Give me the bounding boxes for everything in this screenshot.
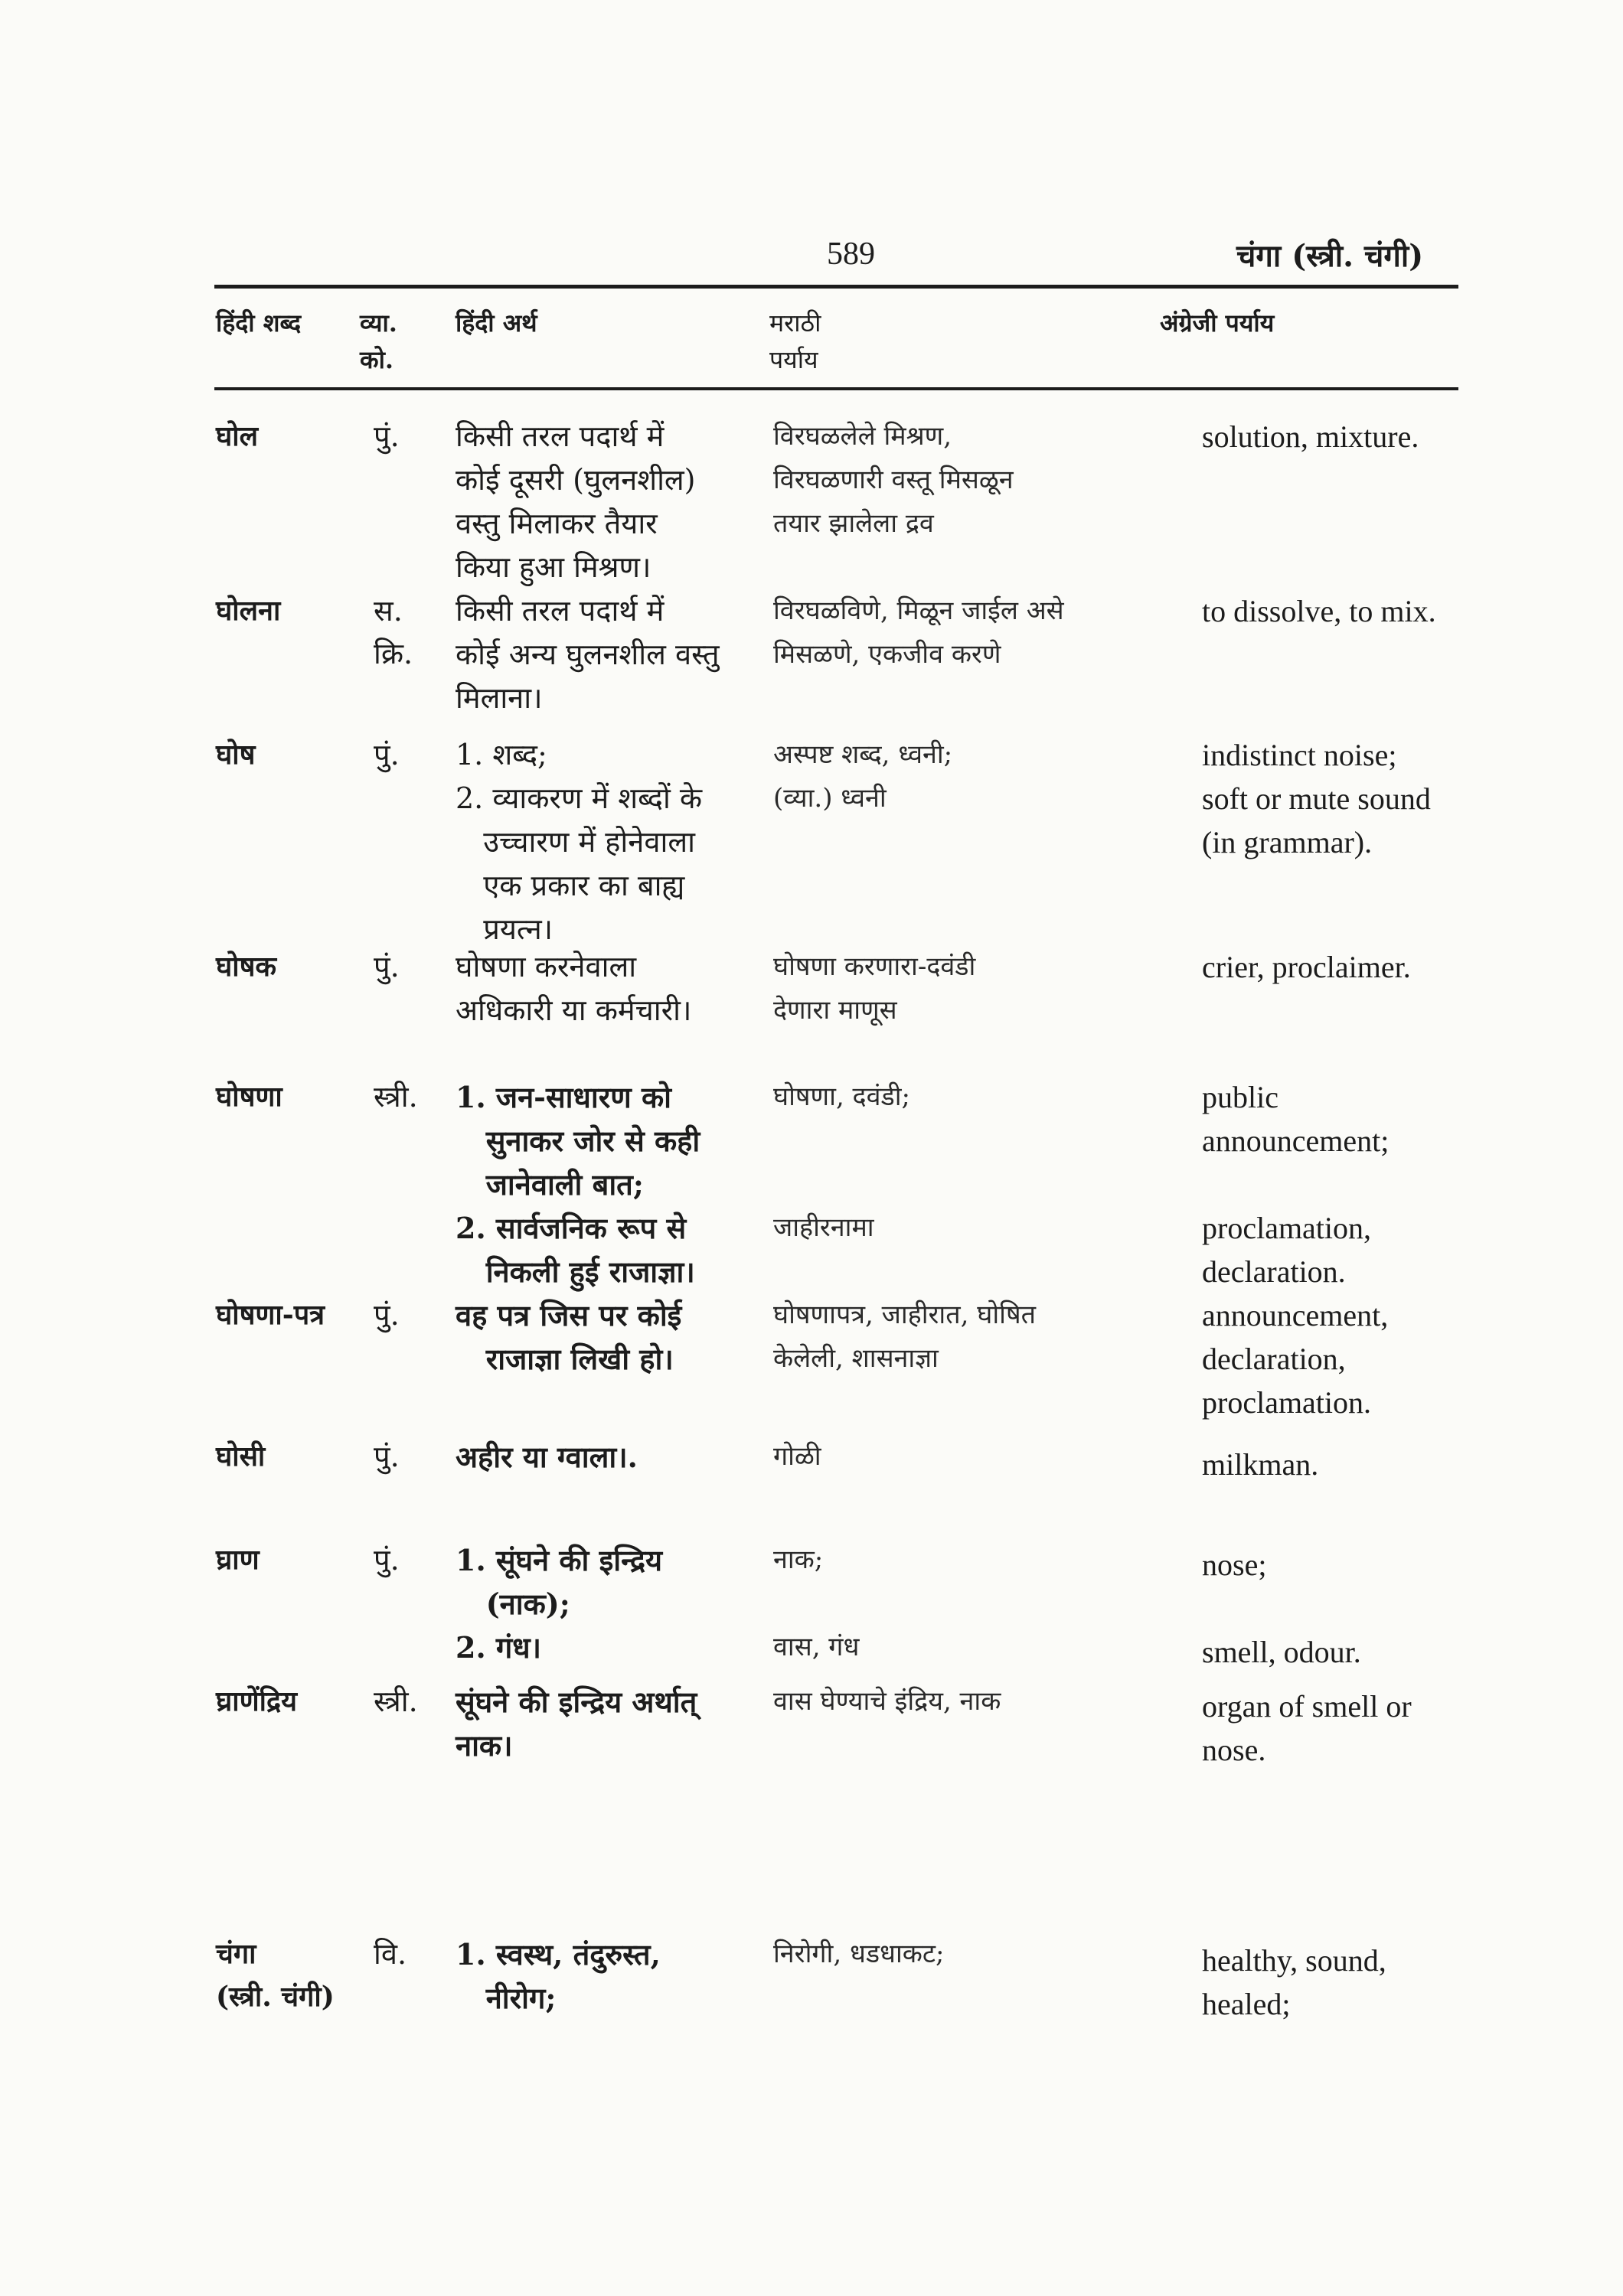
entry-hindi-meaning: सूंघने की इन्द्रिय अर्थात् नाक। <box>456 1684 697 1763</box>
entry-english: milkman. <box>1202 1447 1319 1482</box>
entry-marathi: घोषणा, दवंडी; जाहीरनामा <box>773 1081 910 1243</box>
entry-marathi: विरघळविणे, मिळून जाईल असे मिसळणे, एकजीव करणे <box>773 595 1064 670</box>
entry-hindi-meaning: वह पत्र जिस पर कोई राजाज्ञा लिखी हो। <box>456 1298 682 1376</box>
entry-marathi: अस्पष्ट शब्द, ध्वनी; (व्या.) ध्वनी <box>773 739 953 814</box>
entry-english: announcement, declaration, proclamation. <box>1202 1298 1389 1420</box>
entry-english: healthy, sound, healed; <box>1202 1943 1386 2021</box>
entry-headword: चंगा (स्त्री. चंगी) <box>216 1938 335 2013</box>
entry-headword: घोलना <box>216 595 281 627</box>
entry-headword: घोसी <box>216 1440 266 1473</box>
entry-headword: घोषक <box>216 951 277 983</box>
entry-marathi: विरघळलेले मिश्रण, विरघळणारी वस्तू मिसळून तयार झालेला द्रव <box>773 421 1014 539</box>
entry-marathi: वास घेण्याचे इंद्रिय, नाक <box>773 1686 1001 1717</box>
entry-hindi-meaning: 1. स्वस्थ, तंदुरुस्त, नीरोग; <box>456 1937 661 2015</box>
entry-headword: घोषणा <box>216 1081 282 1113</box>
entry-hindi-meaning: अहीर या ग्वाला।. <box>456 1440 638 1474</box>
entry-marathi: नाक; वास, गंध <box>773 1544 860 1662</box>
entry-english: crier, proclaimer. <box>1202 950 1411 984</box>
header-rule <box>214 387 1458 390</box>
entry-grammar: पुं. <box>374 738 400 771</box>
entry-hindi-meaning: किसी तरल पदार्थ में कोई दूसरी (घुलनशील) वस्तु मिलाकर तैयार किया हुआ मिश्रण। <box>456 419 696 584</box>
col-header-hindi-word: हिंदी शब्द <box>216 308 302 338</box>
entry-english: indistinct noise; soft or mute sound (in grammar). <box>1202 738 1431 859</box>
entry-headword: घोल <box>216 420 259 452</box>
entry-grammar: पुं. <box>374 950 400 983</box>
entry-english: to dissolve, to mix. <box>1202 594 1436 628</box>
entry-grammar: पुं. <box>374 419 400 453</box>
entry-headword: घ्राण <box>216 1544 260 1576</box>
top-rule <box>214 285 1458 289</box>
running-head: चंगा (स्त्री. चंगी) <box>1236 238 1424 274</box>
entry-headword: घ्राणेंद्रिय <box>216 1685 297 1717</box>
entry-english: organ of smell or nose. <box>1202 1689 1412 1767</box>
entry-grammar: स. क्रि. <box>374 594 413 670</box>
col-header-marathi: मराठी पर्याय <box>769 308 821 374</box>
entry-hindi-meaning: 1. जन-साधारण को सुनाकर जोर से कही जानेवाली बात; 2. सार्वजनिक रूप से निकली हुई राजाज्ञा। <box>456 1080 700 1289</box>
col-header-english: अंग्रेजी पर्याय <box>1160 308 1275 338</box>
entry-grammar: स्त्री. <box>374 1684 418 1718</box>
entry-marathi: निरोगी, धडधाकट; <box>773 1939 945 1969</box>
entry-grammar: पुं. <box>374 1543 400 1577</box>
entry-english: solution, mixture. <box>1202 419 1419 454</box>
entry-hindi-meaning: 1. सूंघने की इन्द्रिय (नाक); 2. गंध। <box>456 1543 663 1665</box>
col-header-grammar: व्या. को. <box>360 308 397 374</box>
entry-marathi: घोषणा करणारा-दवंडी देणारा माणूस <box>773 951 976 1026</box>
col-header-hindi-meaning: हिंदी अर्थ <box>456 308 537 338</box>
entry-grammar: पुं. <box>374 1298 400 1332</box>
entry-headword: घोषणा-पत्र <box>216 1299 325 1331</box>
entry-hindi-meaning: किसी तरल पदार्थ में कोई अन्य घुलनशील वस्तु मिलाना। <box>456 594 720 715</box>
entry-grammar: स्त्री. <box>374 1080 418 1114</box>
entry-hindi-meaning: 1. शब्द; 2. व्याकरण में शब्दों के उच्चारण में होनेवाला एक प्रकार का बाह्य प्रयत्न। <box>456 738 703 946</box>
entry-hindi-meaning: घोषणा करनेवाला अधिकारी या कर्मचारी। <box>456 950 692 1027</box>
entry-english: public announcement; proclamation, declaration. <box>1202 1080 1390 1289</box>
entry-grammar: पुं. <box>374 1440 400 1473</box>
entry-marathi: गोळी <box>773 1441 821 1472</box>
entry-english: nose; smell, odour. <box>1202 1548 1361 1669</box>
entry-marathi: घोषणापत्र, जाहीरात, घोषित केलेली, शासनाज्ञा <box>773 1300 1036 1374</box>
entry-headword: घोष <box>216 739 256 771</box>
page-number: 589 <box>827 236 875 272</box>
entry-grammar: वि. <box>374 1937 407 1971</box>
